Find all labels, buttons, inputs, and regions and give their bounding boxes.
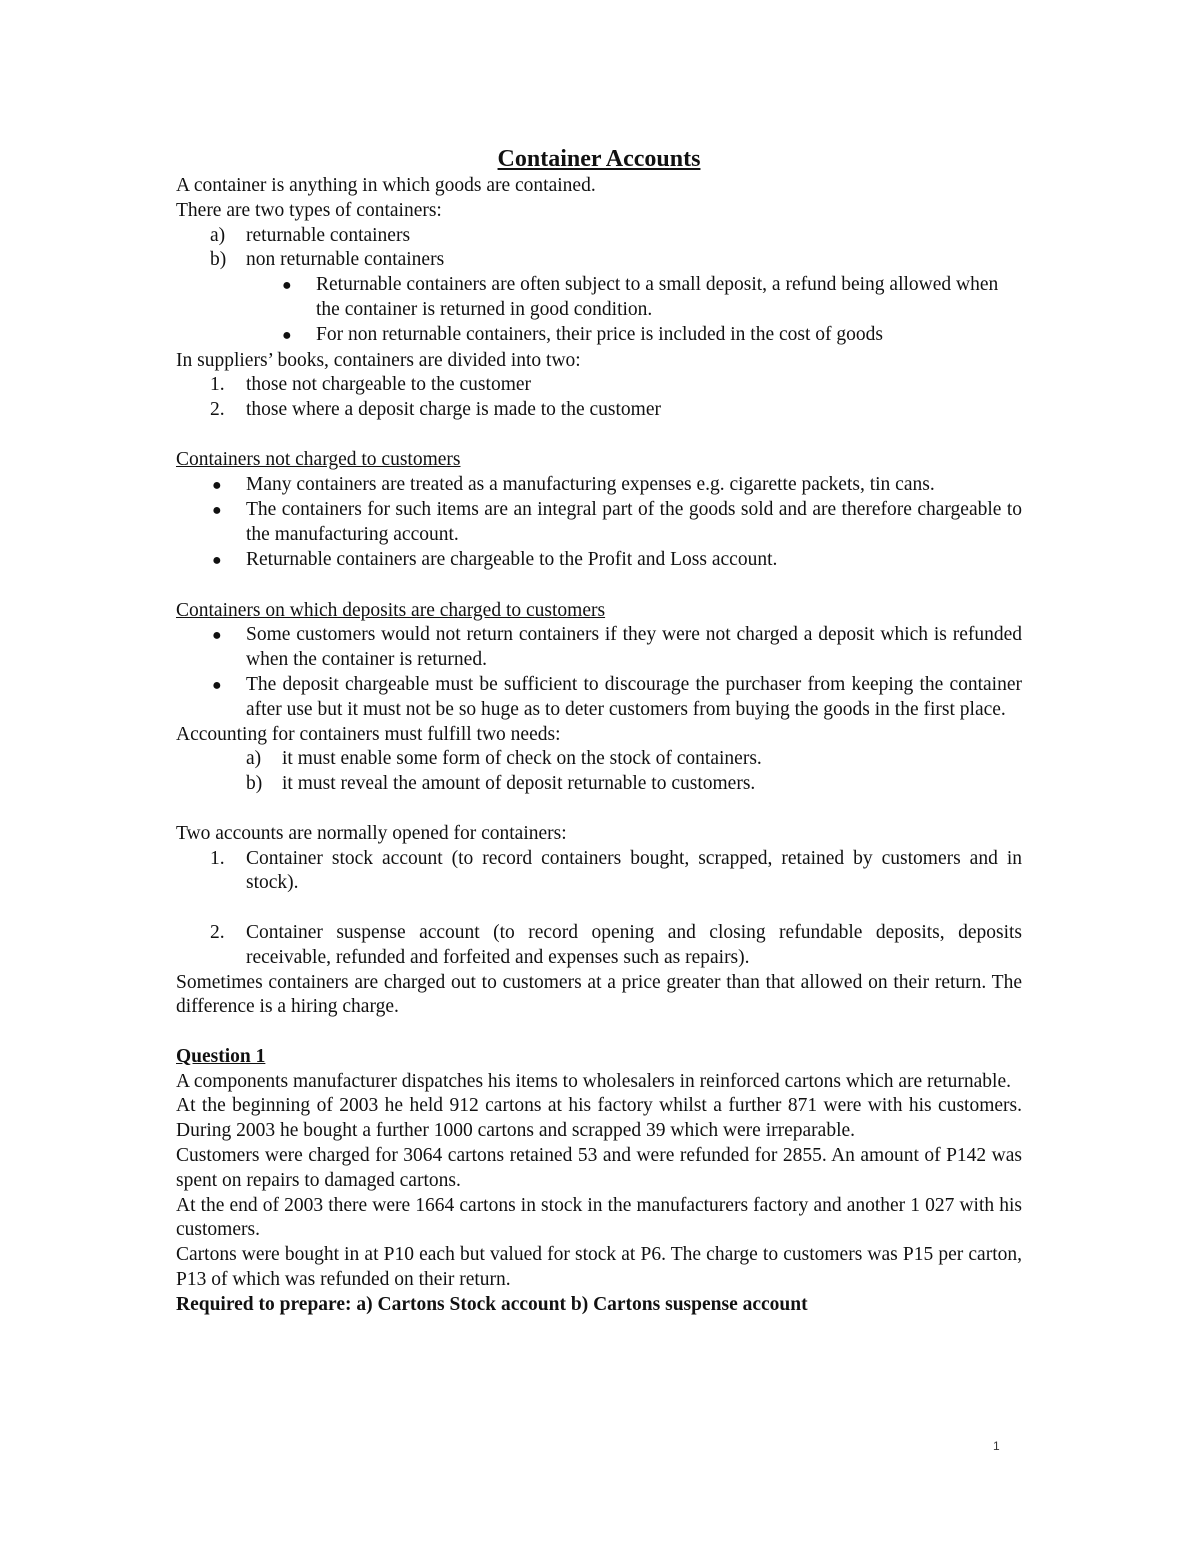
list-item-text: those not chargeable to the customer xyxy=(246,374,532,396)
document-body xyxy=(176,144,1022,1318)
question-required: Required to prepare: a) Cartons Stock account b) Cartons suspense account xyxy=(176,1293,808,1315)
list-item-text: The containers for such items are an integral part of the goods sold and are therefore chargeable to the manufacturing account. xyxy=(246,499,1022,546)
list-item xyxy=(176,273,1022,323)
list-item-text: Returnable containers are often subject to a small deposit, a refund being allowed when the container is returned in good condition. xyxy=(316,274,999,320)
list-item-text: Container suspense account (to record opening and closing refundable deposits, deposits receivable, refunded and forfeited and expenses such as repairs). xyxy=(246,921,1022,968)
section-heading-not-charged: Containers not charged to customers xyxy=(176,448,461,470)
list-marker: 2. xyxy=(210,921,225,943)
list-item xyxy=(176,373,1022,398)
list-item xyxy=(176,747,1022,772)
question-paragraph: Customers were charged for 3064 cartons retained 53 and were refunded for 2855. An amount of P142 was spent on repairs to damaged cartons. xyxy=(176,1145,1022,1191)
section-heading-deposits: Containers on which deposits are charged to customers xyxy=(176,599,606,621)
bullet-icon: ● xyxy=(212,676,222,694)
list-item xyxy=(176,398,1022,423)
intro-types-line: There are two types of containers: xyxy=(176,199,442,221)
question-paragraph: Cartons were bought in at P10 each but valued for stock at P6. The charge to customers was P15 per carton, P13 of which was refunded on their return. xyxy=(176,1244,1022,1291)
list-marker: a) xyxy=(246,748,262,770)
suppliers-line: In suppliers’ books, containers are divided into two: xyxy=(176,349,581,371)
list-item xyxy=(176,921,1022,971)
list-item xyxy=(176,673,1022,723)
intro-definition: A container is anything in which goods are contained. xyxy=(176,175,596,196)
list-item-text: The deposit chargeable must be sufficient to discourage the purchaser from keeping the container after use but it must not be so huge as to deter customers from buying the goods in the first place. xyxy=(246,673,1022,720)
list-marker: 1. xyxy=(210,847,225,869)
question-paragraph: A components manufacturer dispatches his items to wholesalers in reinforced cartons which are returnable. xyxy=(176,1070,1011,1092)
list-item-text: Many containers are treated as a manufacturing expenses e.g. cigarette packets, tin cans. xyxy=(246,473,935,495)
bullet-icon: ● xyxy=(212,627,222,645)
bullet-icon: ● xyxy=(282,326,292,344)
list-item xyxy=(176,623,1022,673)
page-title: Container Accounts xyxy=(497,146,701,172)
list-marker: b) xyxy=(210,249,227,271)
page-number: 1 xyxy=(993,1439,1000,1453)
list-item xyxy=(176,847,1022,897)
list-item-text: For non returnable containers, their price is included in the cost of goods xyxy=(316,323,883,345)
list-item-text: non returnable containers xyxy=(246,249,445,271)
list-marker: 2. xyxy=(210,399,225,421)
list-item xyxy=(176,498,1022,548)
accounts-intro: Two accounts are normally opened for containers: xyxy=(176,822,567,844)
bullet-icon: ● xyxy=(212,502,222,520)
question-paragraph: At the beginning of 2003 he held 912 cartons at his factory whilst a further 871 were with his customers. During 2003 he bought a further 1000 cartons and scrapped 39 which were irreparable. xyxy=(176,1095,1022,1142)
list-item-text: it must enable some form of check on the stock of containers. xyxy=(282,748,762,770)
list-item xyxy=(176,248,1022,273)
list-marker: a) xyxy=(210,224,226,246)
list-item xyxy=(176,473,1022,499)
question-heading: Question 1 xyxy=(176,1045,266,1067)
list-item-text: those where a deposit charge is made to the customer xyxy=(246,399,661,421)
list-item xyxy=(176,224,1022,249)
list-marker: 1. xyxy=(210,374,225,396)
list-item-text: Container stock account (to record containers bought, scrapped, retained by customers and in stock). xyxy=(246,847,1022,894)
bullet-icon: ● xyxy=(212,551,222,569)
list-marker: b) xyxy=(246,773,263,795)
list-item xyxy=(176,323,1022,349)
list-item-text: Returnable containers are chargeable to the Profit and Loss account. xyxy=(246,548,778,570)
list-item xyxy=(176,772,1022,797)
list-item-text: returnable containers xyxy=(246,224,411,246)
question-paragraph: At the end of 2003 there were 1664 cartons in stock in the manufacturers factory and another 1 027 with his customers. xyxy=(176,1194,1022,1241)
list-item-text: it must reveal the amount of deposit returnable to customers. xyxy=(282,773,756,795)
list-item-text: Some customers would not return containers if they were not charged a deposit which is refunded when the container is returned. xyxy=(246,624,1022,671)
bullet-icon: ● xyxy=(212,476,222,494)
needs-line: Accounting for containers must fulfill two needs: xyxy=(176,723,561,745)
bullet-icon: ● xyxy=(282,277,292,295)
list-item xyxy=(176,548,1022,574)
hiring-charge-paragraph: Sometimes containers are charged out to customers at a price greater than that allowed on their return. The difference is a hiring charge. xyxy=(176,971,1022,1018)
